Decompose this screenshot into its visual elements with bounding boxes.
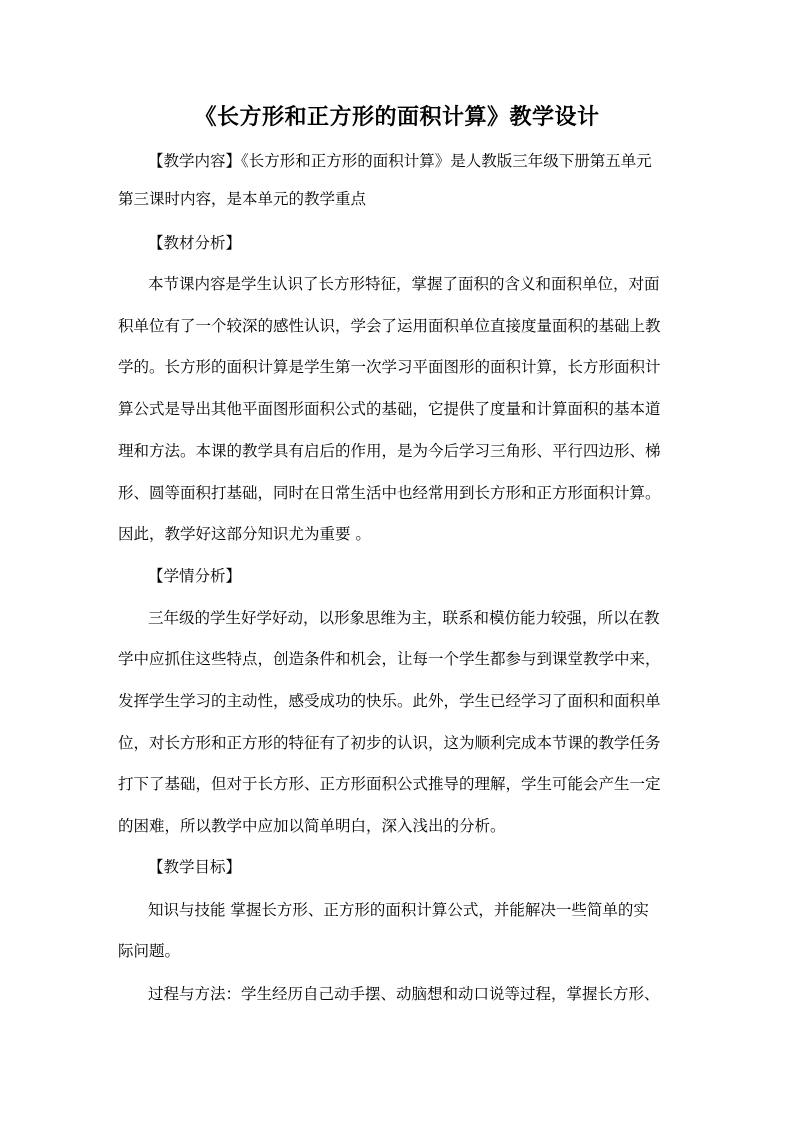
- paragraph-line: 际问题。: [118, 942, 181, 960]
- paragraph-line: 打下了基础，但对于长方形、正方形面积公式推导的理解，学生可能会产生一定: [118, 775, 661, 793]
- paragraph-line: 的困难，所以教学中应加以简单明白，深入浅出的分析。: [118, 817, 506, 835]
- paragraph-line: 形、圆等面积打基础，同时在日常生活中也经常用到长方形和正方形面积计算。: [118, 484, 661, 502]
- paragraph-line: 积单位有了一个较深的感性认识，学会了运用面积单位直接度量面积的基础上教: [118, 317, 661, 335]
- document-title: 《长方形和正方形的面积计算》教学设计: [194, 104, 600, 130]
- paragraph-line: 学的。长方形的面积计算是学生第一次学习平面图形的面积计算，长方形面积计: [118, 358, 661, 376]
- section-heading: 【教学目标】: [148, 858, 242, 876]
- paragraph-line: 发挥学生学习的主动性，感受成功的快乐。此外，学生已经学习了面积和面积单: [118, 692, 661, 710]
- paragraph-line: 算公式是导出其他平面图形面积公式的基础，它提供了度量和计算面积的基本道: [118, 400, 661, 418]
- paragraph-line: 【教学内容】《长方形和正方形的面积计算》是人教版三年级下册第五单元: [148, 152, 652, 170]
- paragraph-line: 学中应抓住这些特点，创造条件和机会，让每一个学生都参与到课堂教学中来，: [118, 650, 661, 668]
- paragraph-line: 过程与方法：学生经历自己动手摆、动脑想和动口说等过程，掌握长方形、: [148, 985, 660, 1003]
- paragraph-line: 理和方法。本课的教学具有启后的作用，是为今后学习三角形、平行四边形、梯: [118, 442, 661, 460]
- paragraph-line: 因此，教学好这部分知识尤为重要 。: [118, 525, 371, 543]
- paragraph-line: 三年级的学生好学好动，以形象思维为主，联系和模仿能力较强，所以在教: [148, 609, 660, 627]
- paragraph-line: 位，对长方形和正方形的特征有了初步的认识，这为顺利完成本节课的教学任务: [118, 734, 661, 752]
- paragraph-line: 本节课内容是学生认识了长方形特征，掌握了面积的含义和面积单位，对面: [148, 275, 660, 293]
- section-heading: 【学情分析】: [148, 567, 242, 585]
- section-heading: 【教材分析】: [148, 234, 242, 252]
- paragraph-line: 知识与技能 掌握长方形、正方形的面积计算公式，并能解决一些简单的实: [148, 901, 649, 919]
- paragraph-line: 第三课时内容，是本单元的教学重点: [118, 190, 367, 208]
